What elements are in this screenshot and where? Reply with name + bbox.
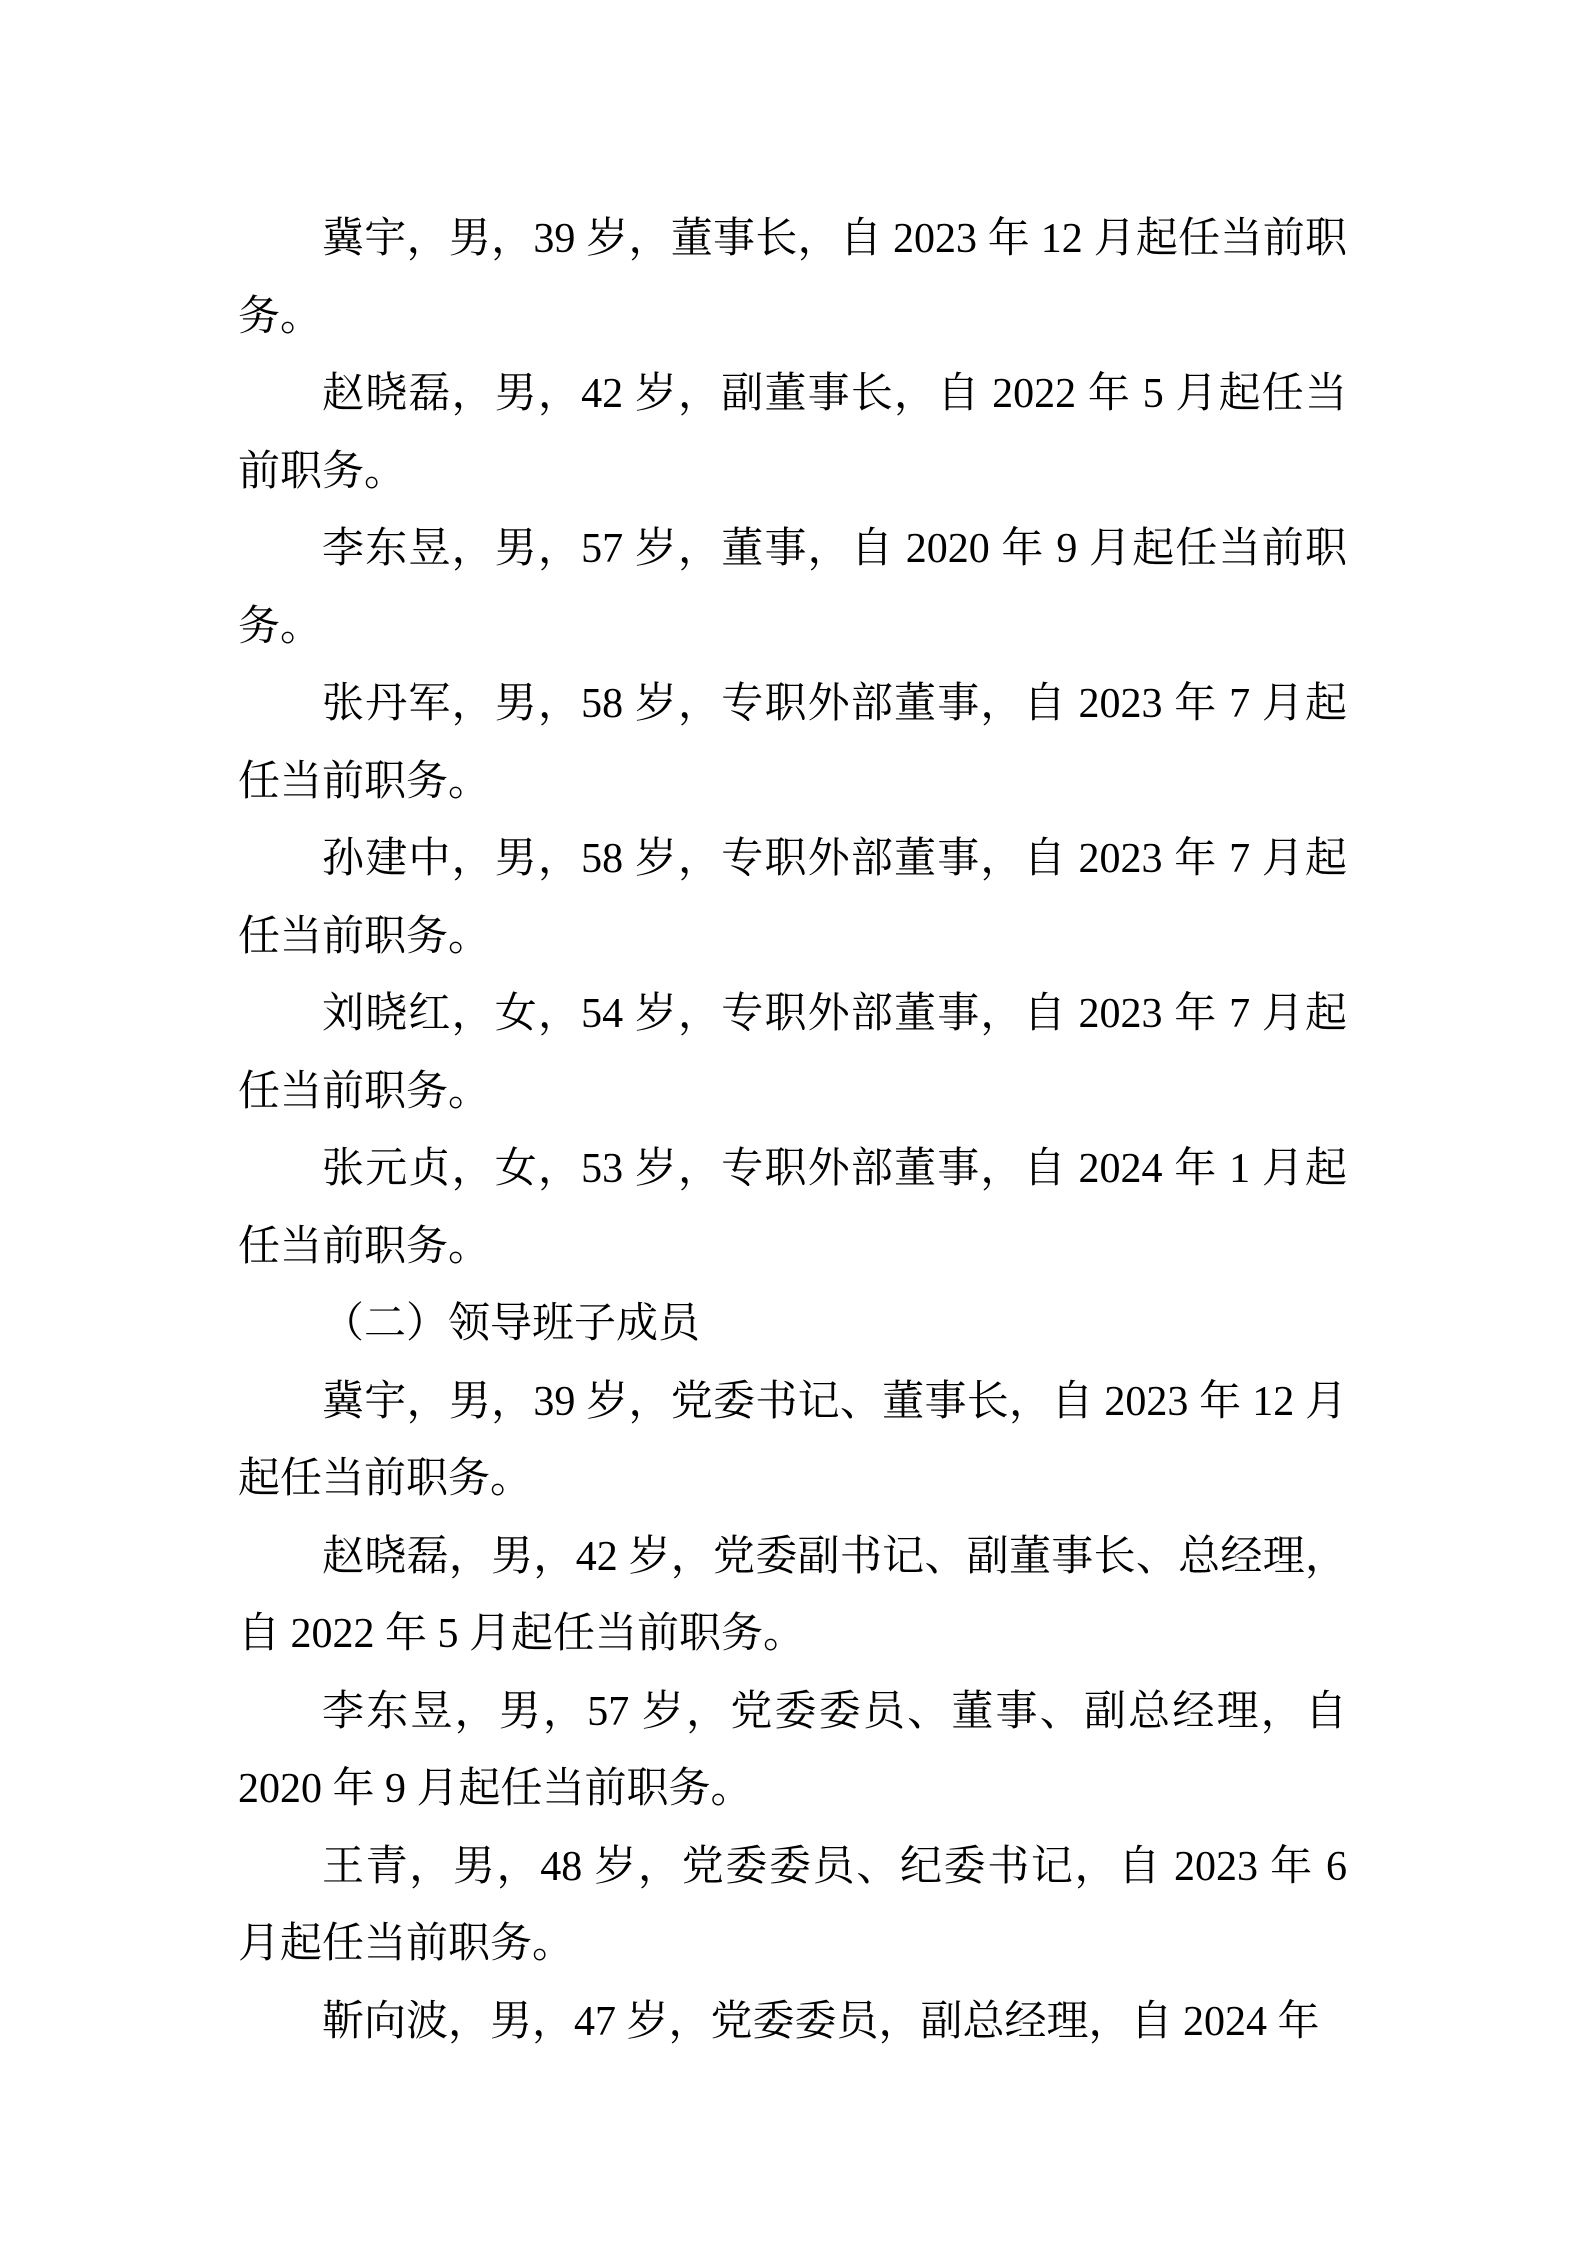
body-paragraph: 李东昱，男，57 岁，党委委员、董事、副总经理，自 2020 年 9 月起任当前职务。	[238, 1688, 1347, 1812]
body-paragraph: 赵晓磊，男，42 岁，副董事长，自 2022 年 5 月起任当前职务。	[238, 371, 1347, 495]
body-paragraph: 刘晓红，女，54 岁，专职外部董事，自 2023 年 7 月起任当前职务。	[238, 991, 1347, 1115]
body-paragraph: 赵晓磊，男，42 岁，党委副书记、副董事长、总经理，自 2022 年 5 月起任当前职务。	[238, 1533, 1347, 1657]
body-paragraph: 冀宇，男，39 岁，董事长，自 2023 年 12 月起任当前职务。	[238, 216, 1347, 340]
body-paragraph: 靳向波，男，47 岁，党委委员，副总经理，自 2024 年	[322, 1998, 1320, 2045]
body-paragraph: 张元贞，女，53 岁，专职外部董事，自 2024 年 1 月起任当前职务。	[238, 1146, 1347, 1270]
body-paragraph: 王青，男，48 岁，党委委员、纪委书记，自 2023 年 6 月起任当前职务。	[238, 1843, 1347, 1967]
body-paragraph: 李东昱，男，57 岁，董事，自 2020 年 9 月起任当前职务。	[238, 526, 1347, 650]
body-paragraph: 冀宇，男，39 岁，党委书记、董事长，自 2023 年 12 月起任当前职务。	[238, 1378, 1347, 1502]
body-paragraph: 孙建中，男，58 岁，专职外部董事，自 2023 年 7 月起任当前职务。	[238, 836, 1347, 960]
body-paragraph: 张丹军，男，58 岁，专职外部董事，自 2023 年 7 月起任当前职务。	[238, 681, 1347, 805]
section-heading: （二）领导班子成员	[322, 1301, 701, 1347]
document-content	[238, 201, 1347, 2061]
